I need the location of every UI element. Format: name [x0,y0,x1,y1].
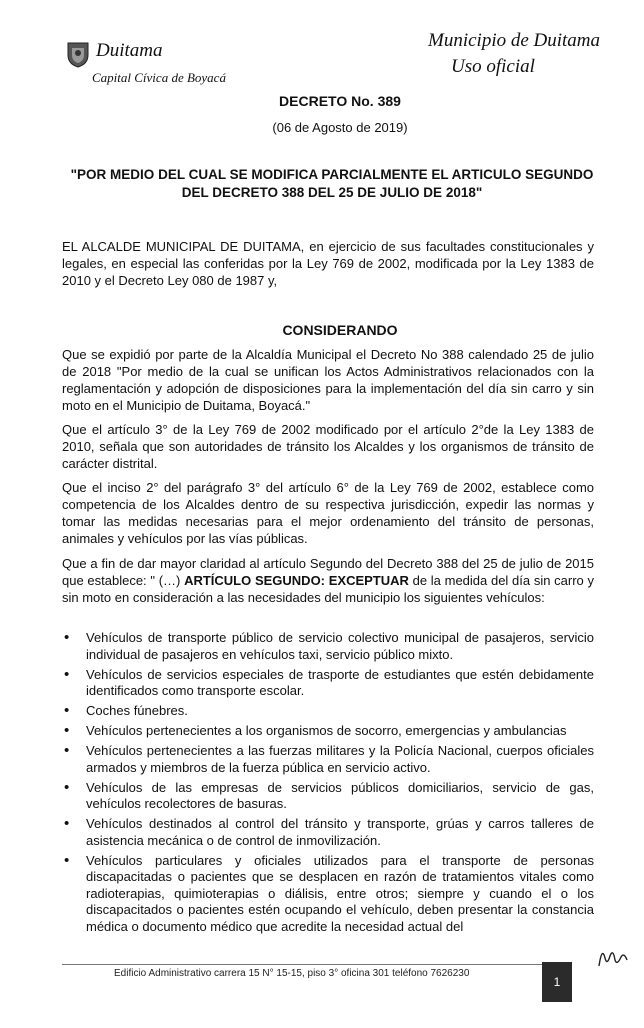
list-item: • Vehículos pertenecientes a las fuerzas militares y la Policía Nacional, cuerpos oficiales armados y miembros de la fuerza pública en servicio activo. [62,743,594,776]
signature-mark-icon [596,944,630,970]
consideration-paragraph: Que el inciso 2° del parágrafo 3° del artículo 6° de la Ley 769 de 2002, establece como competencia de los Alcaldes dentro de su respectiva jurisdicción, expedir las normas y tomar las medidas necesarias para el mejor ordenamiento del tránsito de personas, animales y vehículos por las vías públicas. [62,480,594,546]
decree-title: "POR MEDIO DEL CUAL SE MODIFICA PARCIALMENTE EL ARTICULO SEGUNDO DEL DECRETO 388 DEL 25 DE JULIO DE 2018" [70,167,594,200]
consideration-paragraph: Que se expidió por parte de la Alcaldía Municipal el Decreto No 388 calendado 25 de julio de 2018 "Por medio de la cual se unifican los Actos Administrativos relacionados con la reglamentación y adopción de disposiciones para la implementación del día sin carro y sin moto en el Municipio de Duitama, Boyacá." [62,347,594,413]
page-number: 1 [542,962,572,1002]
exempt-vehicles-list [62,630,594,939]
clarity-text-before: Que a fin de dar mayor claridad al artículo Segundo del Decreto 388 del 25 de julio de 2015 que establece: " (…) [62,556,594,588]
list-item: • Vehículos de servicios especiales de trasporte de estudiantes que estén debidamente identificados como transporte escolar. [62,667,594,700]
municipality-label: Municipio de Duitama [428,30,601,51]
clarity-text-after: de la medida del día sin carro y sin moto en consideración a las necesidades del municipio los siguientes vehículos: [62,573,594,605]
org-tagline: Capital Cívica de Boyacá [92,70,226,85]
list-item: • Coches fúnebres. [62,703,594,720]
article-two-label: ARTÍCULO SEGUNDO: EXCEPTUAR [184,573,409,588]
clarity-paragraph [62,555,594,606]
decree-date: (06 de Agosto de 2019) [272,120,408,135]
list-item: • Vehículos de transporte público de servicio colectivo municipal de pasajeros, servicio individual de pasajeros en vehículos taxi, servicio público mixto. [62,630,594,663]
municipal-seal-icon [66,40,90,68]
org-name: Duitama [96,40,163,61]
considerando-heading: CONSIDERANDO [282,322,398,338]
list-item: • Vehículos de las empresas de servicios públicos domiciliarios, servicio de gas, vehículos recolectores de basuras. [62,780,594,813]
preamble-paragraph: EL ALCALDE MUNICIPAL DE DUITAMA, en ejercicio de sus facultades constitucionales y legales, en especial las conferidas por la Ley 769 de 2002, modificada por la Ley 1383 de 2010 y el Decreto Ley 080 de 1987 y, [62,239,594,288]
consideration-paragraph: Que el artículo 3° de la Ley 769 de 2002 modificado por el artículo 2°de la Ley 1383 de 2010, señala que son autoridades de tránsito los Alcaldes y los organismos de tránsito de carácter distrital. [62,422,594,471]
list-item: • Vehículos pertenecientes a los organismos de socorro, emergencias y ambulancias [62,723,594,740]
list-item: • Vehículos destinados al control del tránsito y transporte, grúas y carros talleres de asistencia mecánica o de control de inmovilización. [62,816,594,849]
decree-number: DECRETO No. 389 [279,93,401,109]
footer-divider [62,964,542,965]
list-item: • Vehículos particulares y oficiales utilizados para el transporte de personas discapacitadas o pacientes que se desplacen en razón de tratamientos vitales como radioterapias, quimioterapias o diálisis, entre otros; siempre y cuando el o los discapacitados o pacientes estén ocupando el vehículo, deben presentar la constancia médica o documento médico que acredite la necesidad actual del [62,853,594,936]
usage-label: Uso oficial [451,56,535,77]
footer-address: Edificio Administrativo carrera 15 N° 15-15, piso 3° oficina 301 teléfono 7626230 [114,968,470,979]
